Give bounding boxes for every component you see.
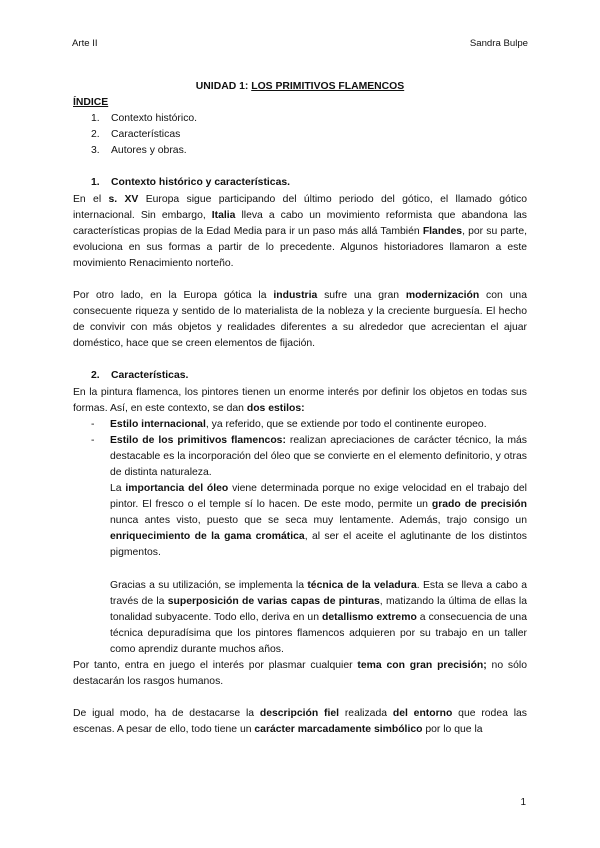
index-item: 1. Contexto histórico. (91, 113, 198, 125)
index-heading: ÍNDICE (73, 97, 109, 109)
section-2-intro: En la pintura flamenca, los pintores tienen un enorme interés por definir los objetos en todas sus formas. Así, en este contexto, se dan dos estilos: (73, 386, 527, 414)
section-1-heading: 1. Contexto histórico y características. (91, 177, 291, 189)
header-left-text: Arte II (72, 38, 98, 49)
glaze-technique-paragraph: Gracias a su utilización, se implementa la técnica de la veladura. Esta se lleva a cabo a través de la superposición de varias capas de pinturas, matizando la última de ellas la tonalidad subyacente. Todo ello, deriva en un detallismo extremo a consecuencia de una técnica depuradísima que los pintores flamencos adquieren por su trabajo en un taller como aprendiz durante muchos años. (110, 579, 528, 655)
index-item: 3. Autores y obras. (91, 145, 187, 157)
header-right-text: Sandra Bulpe (469, 38, 528, 49)
document-body (73, 79, 527, 738)
section-1-paragraph-2: Por otro lado, en la Europa gótica la industria sufre una gran modernización con una consecuente riqueza y sentido de lo materialista de la nobleza y la creciente burguesía. El hecho de convivir con más objetos y realidades diferentes a su alrededor que acrecientan el ajuar doméstico, hace que se creen elementos de fijación. (73, 290, 527, 350)
section-1-paragraph-1: En el s. XV Europa sigue participando del último periodo del gótico, el llamado gótico internacional. Sin embargo, Italia lleva a cabo un movimiento reformista que abandona las características propias de la Edad Media para ir un paso más allá También Flandes, por su parte, evoluciona en sus formas a partir de lo precedente. Algunos historiadores llamaron a este movimiento Renacimiento norteño. (73, 193, 527, 269)
precision-paragraph: Por tanto, entra en juego el interés por plasmar cualquier tema con gran precisión; no sólo destacarán los rasgos humanos. (73, 660, 527, 688)
style-item-international: - Estilo internacional, ya referido, que se extiende por todo el continente europeo. (73, 417, 527, 433)
environment-paragraph: De igual modo, ha de destacarse la descripción fiel realizada del entorno que rodea las escenas. A pesar de ello, todo tiene un carácter marcadamente simbólico por lo que la (73, 708, 527, 736)
oil-importance-paragraph: La importancia del óleo viene determinada porque no exige velocidad en el trabajo del pintor. El fresco o el temple sí lo hacen. De este modo, permite un grado de precisión nunca antes visto, puesto que se seca muy lentamente. Además, trajo consigo un enriquecimiento de la gama cromática, al ser el aceite el aglutinante de los distintos pigmentos. (110, 483, 528, 559)
page-number: 1 (520, 797, 526, 808)
unit-title: UNIDAD 1: LOS PRIMITIVOS FLAMENCOS (195, 81, 405, 92)
index-item: 2. Características (91, 129, 181, 141)
style-item-flemish: - Estilo de los primitivos flamencos: realizan apreciaciones de carácter técnico, la más destacable es la incorporación del óleo que se convierte en el elemento definitorio, y otras de distinta naturaleza. (73, 433, 527, 481)
section-2-heading: 2. Características. (91, 370, 189, 382)
